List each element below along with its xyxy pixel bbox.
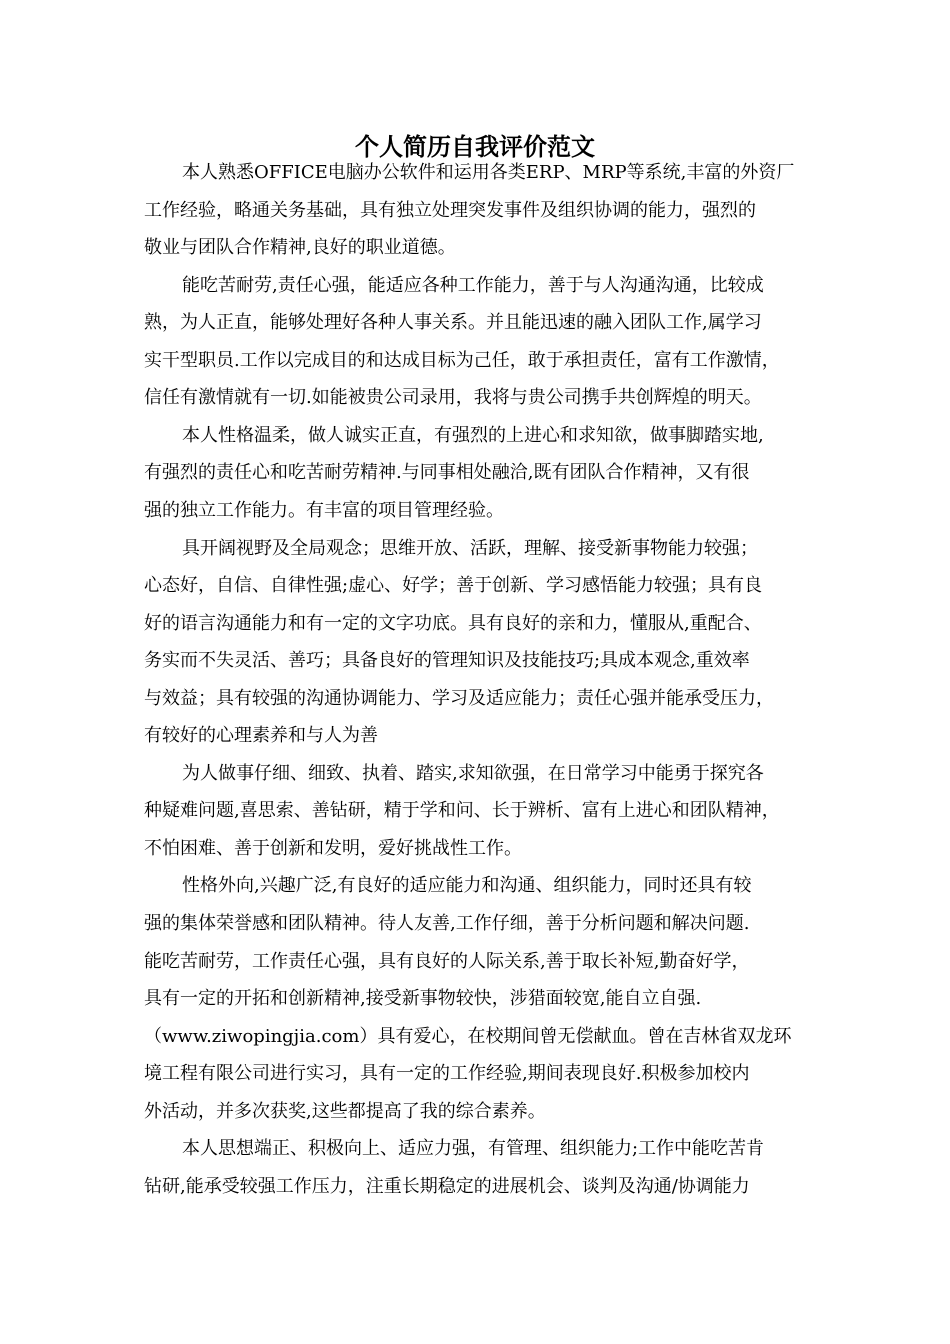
paragraph-line: 强的集体荣誉感和团队精神。待人友善,工作仔细，善于分析问题和解决问题. xyxy=(144,913,750,934)
paragraph-line: 本人思想端正、积极向上、适应力强，有管理、组织能力;工作中能吃苦肯 xyxy=(182,1138,765,1160)
paragraph-line: 有强烈的责任心和吃苦耐劳精神.与同事相处融洽,既有团队合作精神，又有很 xyxy=(144,462,750,484)
paragraph-line: （www.ziwopingjia.com）具有爱心，在校期间曾无偿献血。曾在吉林省双龙环 xyxy=(144,1025,792,1047)
paragraph-line: 外活动，并多次获奖,这些都提高了我的综合素养。 xyxy=(144,1100,546,1122)
paragraph-line: 具开阔视野及全局观念；思维开放、活跃，理解、接受新事物能力较强； xyxy=(182,537,758,559)
paragraph-line: 钻研,能承受较强工作压力，注重长期稳定的进展机会、谈判及沟通/协调能力 xyxy=(144,1175,750,1197)
paragraph-line: 境工程有限公司进行实习，具有一定的工作经验,期间表现良好.积极参加校内 xyxy=(144,1063,750,1085)
paragraph-line: 务实而不失灵活、善巧；具备良好的管理知识及技能技巧;具成本观念,重效率 xyxy=(144,650,750,672)
paragraph-line: 不怕困难、善于创新和发明，爱好挑战性工作。 xyxy=(144,837,522,859)
paragraph-line: 性格外向,兴趣广泛,有良好的适应能力和沟通、组织能力，同时还具有较 xyxy=(182,875,752,897)
paragraph-line: 具有一定的开拓和创新精神,接受新事物较快，涉猎面较宽,能自立自强. xyxy=(144,988,702,1010)
paragraph-line: 能吃苦耐劳，工作责任心强，具有良好的人际关系,善于取长补短,勤奋好学， xyxy=(144,950,750,972)
paragraph-line: 信任有激情就有一切.如能被贵公司录用，我将与贵公司携手共创辉煌的明天。 xyxy=(144,387,762,409)
paragraph-line: 好的语言沟通能力和有一定的文字功底。具有良好的亲和力，懂服从,重配合、 xyxy=(144,612,762,634)
paragraph-line: 实干型职员.工作以完成目的和达成目标为己任，敢于承担责任，富有工作激情， xyxy=(144,349,780,371)
paragraph-line: 为人做事仔细、细致、执着、踏实,求知欲强，在日常学习中能勇于探究各 xyxy=(182,762,764,784)
paragraph-line: 种疑难问题,喜思索、善钻研，精于学和问、长于辨析、富有上进心和团队精神， xyxy=(144,800,780,822)
paragraph-line: 工作经验，略通关务基础，具有独立处理突发事件及组织协调的能力，强烈的 xyxy=(144,199,756,221)
paragraph-line: 强的独立工作能力。有丰富的项目管理经验。 xyxy=(144,499,504,521)
paragraph-line: 有较好的心理素养和与人为善 xyxy=(144,725,378,747)
paragraph-line: 敬业与团队合作精神,良好的职业道德。 xyxy=(144,237,456,259)
document-title: 个人简历自我评价范文 xyxy=(355,132,595,161)
paragraph-line: 与效益；具有较强的沟通协调能力、学习及适应能力；责任心强并能承受压力， xyxy=(144,687,774,709)
paragraph-line: 本人熟悉OFFICE电脑办公软件和运用各类ERP、MRP等系统,丰富的外资厂 xyxy=(182,162,795,183)
paragraph-line: 本人性格温柔，做人诚实正直，有强烈的上进心和求知欲，做事脚踏实地, xyxy=(182,424,764,446)
paragraph-line: 能吃苦耐劳,责任心强，能适应各种工作能力，善于与人沟通沟通，比较成 xyxy=(182,274,764,296)
paragraph-line: 心态好，自信、自律性强;虚心、好学；善于创新、学习感悟能力较强；具有良 xyxy=(144,575,763,597)
paragraph-line: 熟，为人正直，能够处理好各种人事关系。并且能迅速的融入团队工作,属学习 xyxy=(144,312,762,334)
